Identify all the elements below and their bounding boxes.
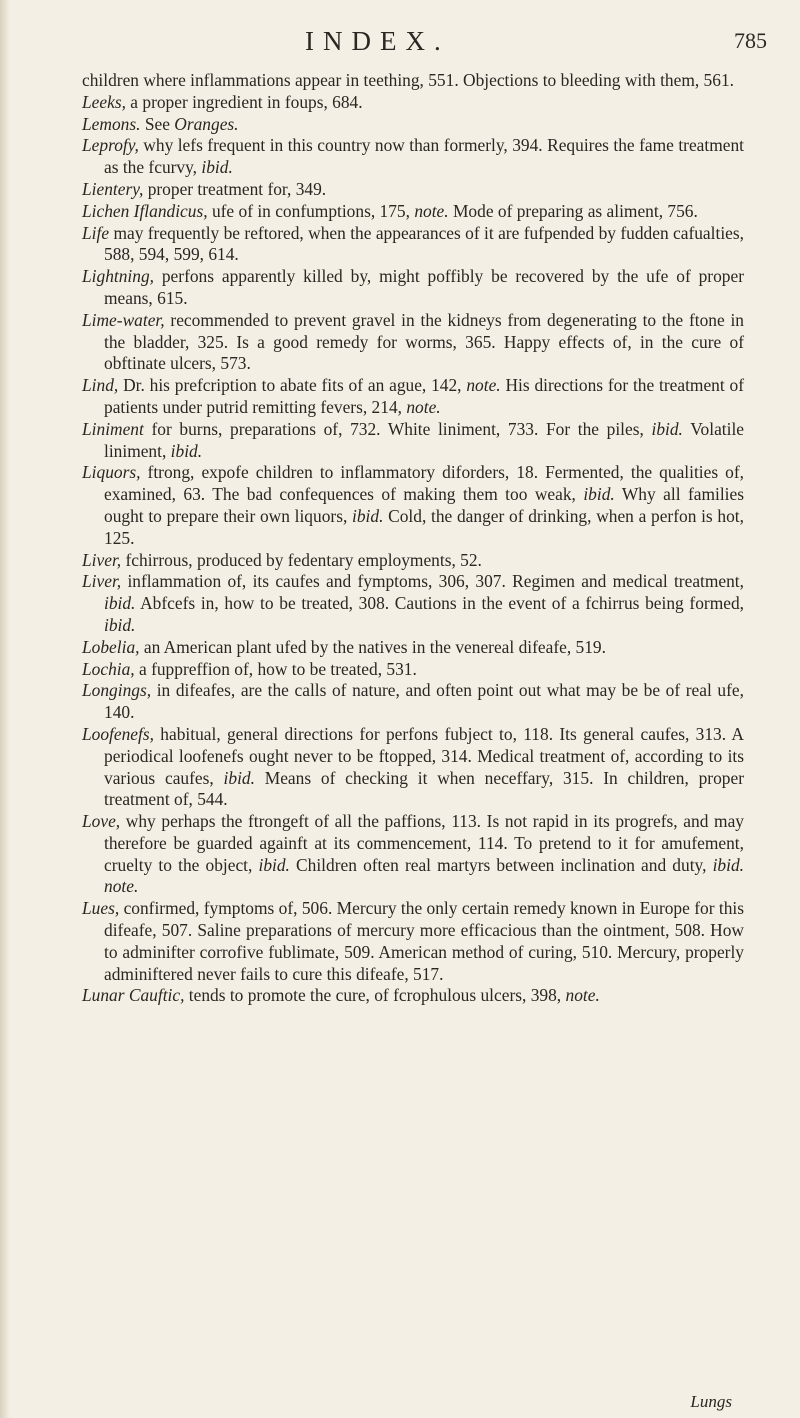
- entry-headword: Lochia,: [82, 658, 135, 679]
- entry-reference-italic: ibid.: [104, 593, 136, 614]
- entry-reference-italic: ibid.: [651, 418, 683, 439]
- index-entry-leeks: [82, 92, 744, 114]
- entry-text: Volatile liniment,: [104, 418, 745, 461]
- entry-text: See: [140, 113, 175, 134]
- entry-reference-italic: note.: [466, 375, 501, 396]
- entry-headword: Liver,: [82, 571, 122, 592]
- index-entry-leprosy: [82, 135, 744, 179]
- entry-text: inflammation of, its caufes and fymptoms, 306, 307. Regimen and medical treatment,: [121, 571, 744, 592]
- entry-headword: Lunar Cauftic,: [82, 985, 185, 1006]
- entry-headword: Lemons.: [82, 113, 141, 134]
- index-entry-liver-2: [82, 571, 744, 636]
- entry-headword: Liver,: [82, 549, 122, 570]
- entry-headword: Lind,: [82, 375, 119, 396]
- index-entry-lime-water: [82, 310, 744, 375]
- index-entry-liver-1: [82, 550, 744, 572]
- entry-text: tends to promote the cure, of fcrophulous ulcers, 398,: [184, 985, 566, 1006]
- entry-text: children where inflammations appear in teething, 551. Objections to bleeding with them, 561.: [82, 70, 734, 90]
- index-entry-lues: [82, 898, 744, 985]
- index-entry-liquors: [82, 462, 744, 549]
- entry-text: Why all families ought to prepare their own liquors,: [104, 484, 744, 526]
- entry-text: confirmed, fymptoms of, 506. Mercury the only certain remedy known in Europe for this difeafe, 507. Saline preparations of mercury more efficacious than the ointment, 508. How to adminifter corrofive fublimate, 509. American method of curing, 510. Mercury, properly adminiftered never fails to cure this difeafe, 517.: [104, 898, 744, 984]
- entry-text: an American plant ufed by the natives in the venereal difeafe, 519.: [139, 636, 606, 657]
- entry-headword: Liniment: [82, 418, 144, 439]
- entry-headword: Lime-water,: [82, 309, 165, 330]
- entry-reference-italic: note.: [406, 396, 441, 417]
- entry-reference-italic: ibid.: [352, 505, 384, 526]
- entry-text: ftrong, expofe children to inflammatory diforders, 18. Fermented, the qualities of, examined, 63. The bad confequences of making them too weak,: [104, 462, 744, 505]
- entry-text: Children often real martyrs between inclination and duty,: [289, 854, 713, 875]
- entry-headword: Leeks,: [82, 91, 126, 112]
- entry-text: proper treatment for, 349.: [143, 178, 327, 199]
- entry-reference-italic: ibid.: [583, 484, 615, 505]
- index-entry-lichen: [82, 201, 744, 223]
- index-entry-lightning: [82, 266, 744, 310]
- entry-reference-italic: note.: [565, 985, 600, 1006]
- entry-headword: Lues,: [82, 898, 120, 919]
- entry-text: a proper ingredient in foups, 684.: [125, 91, 363, 112]
- entry-reference-italic: ibid.: [223, 767, 255, 788]
- entry-text: why lefs frequent in this country now than formerly, 394. Requires the fame treatment as the fcurvy,: [104, 135, 744, 178]
- entry-text: may frequently be reftored, when the appearances of it are fufpended by fudden cafualties, 588, 594, 599, 614.: [104, 222, 744, 265]
- entry-reference-italic: ibid.: [104, 614, 136, 635]
- entry-text: perfons apparently killed by, might poffibly be recovered by the ufe of proper means, 615.: [104, 266, 744, 308]
- entry-text: habitual, general directions for perfons fubject to, 118. Its general caufes, 313. A periodical loofenefs ought never to be ftopped, 314. Medical treatment of, according to its various caufes,: [104, 723, 744, 788]
- entry-headword: Longings,: [82, 680, 152, 701]
- index-entry-lemons: [82, 114, 744, 136]
- running-head: [0, 22, 800, 62]
- entry-headword: Loofenefs,: [82, 723, 154, 744]
- index-entry-lobelia: [82, 637, 744, 659]
- entry-text: His directions for the treatment of patients under putrid remitting fevers, 214,: [104, 375, 744, 417]
- entry-text: Cold, the danger of drinking, when a perfon is hot, 125.: [104, 505, 744, 548]
- entry-text: fchirrous, produced by fedentary employments, 52.: [121, 549, 482, 570]
- index-entry-lientery: [82, 179, 744, 201]
- entry-headword: Lientery,: [82, 178, 144, 199]
- index-entry-life: [82, 223, 744, 267]
- index-entry-lind: [82, 375, 744, 419]
- index-title: INDEX.: [305, 26, 450, 56]
- entry-text: ufe of in confumptions, 175,: [207, 200, 415, 221]
- entry-headword: Life: [82, 222, 110, 243]
- page-number: 785: [734, 28, 767, 53]
- catchword: Lungs: [690, 1392, 732, 1411]
- index-entry-loofenefs: [82, 724, 744, 811]
- entry-text: recommended to prevent gravel in the kidneys from degenerating to the ftone in the bladder, 325. Is a good remedy for worms, 365. Happy effects of, in the cure of obftinate ulcers, 573.: [104, 309, 744, 374]
- entry-reference-italic: Oranges.: [174, 113, 239, 134]
- entry-text: Abfcefs in, how to be treated, 308. Cautions in the event of a fchirrus being formed,: [135, 593, 744, 614]
- entry-text: Means of checking it when neceffary, 315. In children, proper treatment of, 544.: [104, 767, 744, 810]
- index-entry-love: [82, 811, 744, 898]
- entry-reference-italic: note.: [414, 200, 449, 221]
- entry-text: Dr. his prefcription to abate fits of an ague, 142,: [118, 375, 467, 396]
- entry-reference-italic: ibid.: [170, 440, 203, 461]
- index-entry-children-cont: [82, 70, 744, 92]
- entry-headword: Love,: [82, 811, 121, 832]
- entry-text: for burns, preparations of, 732. White liniment, 733. For the piles,: [143, 418, 652, 439]
- entry-text: why perhaps the ftrongeft of all the paffions, 113. Is not rapid in its progrefs, and may therefore be guarded againft at its commencement, 114. To pretend to it for amufement, cruelty to the object,: [104, 811, 744, 875]
- entry-reference-italic: ibid.: [201, 157, 233, 178]
- entry-headword: Lobelia,: [82, 636, 140, 657]
- index-entries: [82, 70, 744, 1007]
- index-entry-lunar-caustic: [82, 985, 744, 1007]
- entry-reference-italic: ibid. note.: [104, 854, 744, 897]
- entry-text: Mode of preparing as aliment, 756.: [448, 200, 698, 221]
- entry-headword: Lightning,: [82, 266, 154, 287]
- index-entry-lochia: [82, 659, 744, 681]
- entry-reference-italic: ibid.: [258, 854, 290, 875]
- entry-text: in difeafes, are the calls of nature, and often point out what may be be of real ufe, 140.: [104, 680, 744, 723]
- entry-headword: Leprofy,: [82, 135, 139, 156]
- index-entry-longings: [82, 680, 744, 724]
- entry-headword: Lichen Iflandicus,: [82, 200, 208, 221]
- entry-text: a fuppreffion of, how to be treated, 531.: [134, 658, 417, 679]
- entry-headword: Liquors,: [82, 462, 141, 483]
- index-entry-liniment: [82, 419, 744, 463]
